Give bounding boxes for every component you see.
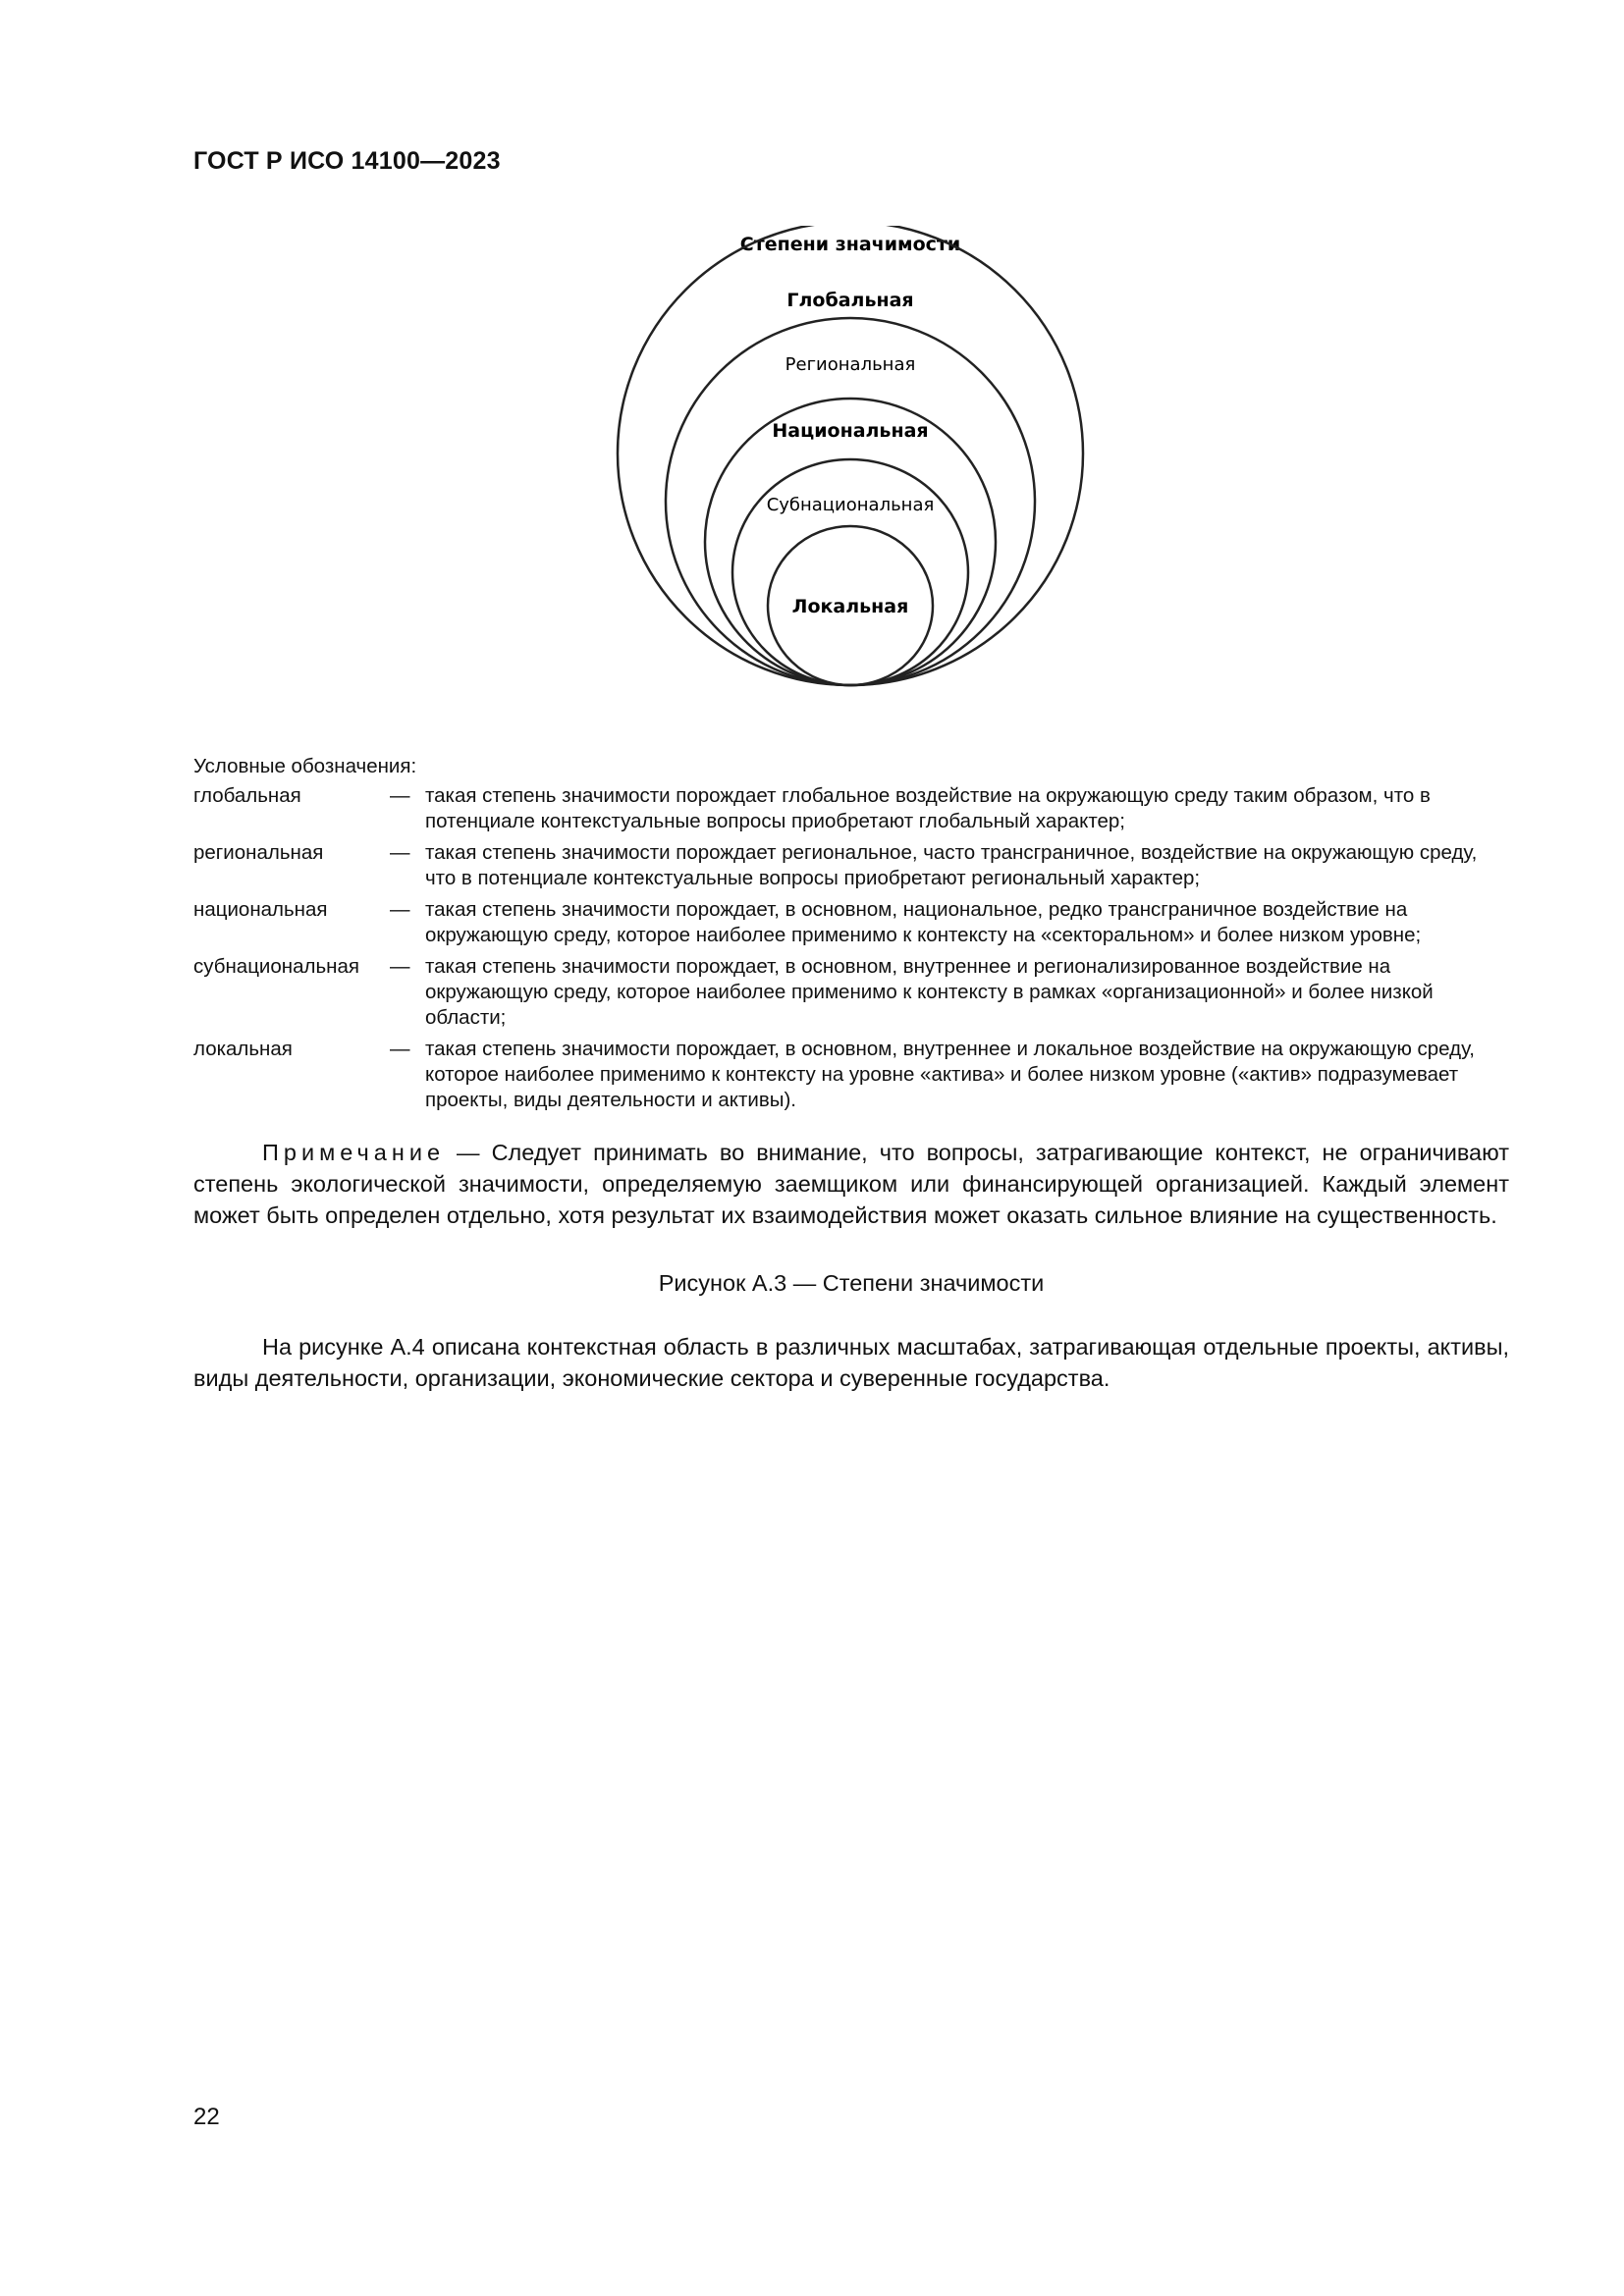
legend-dash: —	[390, 1038, 410, 1060]
legend-item	[193, 1037, 1509, 1113]
legend-term: региональная	[193, 841, 324, 864]
legend-definition: такая степень значимости порождает, в основном, внутреннее и локальное воздействие на окружающую среду, которое наиболее применимо к контексту на уровне «актива» и более низком уровне («актив» подразумевает проекты, виды деятельности и активы).	[425, 1038, 1475, 1111]
legend-term: глобальная	[193, 784, 301, 807]
diagram-title: Степени значимости	[739, 234, 961, 255]
level-label-national: Национальная	[772, 420, 929, 442]
legend-term: локальная	[193, 1038, 293, 1060]
level-label-regional: Региональная	[785, 354, 916, 375]
legend-definition: такая степень значимости порождает региональное, часто трансграничное, воздействие на окружающую среду, что в потенциале контекстуальные вопросы приобретают региональный характер;	[425, 841, 1478, 889]
legend-dash: —	[390, 784, 410, 807]
legend-term: национальная	[193, 898, 328, 921]
legend-dash: —	[390, 955, 410, 978]
figure-caption: Рисунок А.3 — Степени значимости	[658, 1270, 1045, 1296]
legend	[193, 754, 1509, 1119]
legend-definition: такая степень значимости порождает глобальное воздействие на окружающую среду таким образом, что в потенциале контекстуальные вопросы приобретают глобальный характер;	[425, 784, 1431, 832]
circle-subnational	[732, 459, 968, 685]
legend-term: субнациональная	[193, 955, 359, 978]
paragraph-text: На рисунке А.4 описана контекстная область в различных масштабах, затрагивающая отдельные проекты, активы, виды деятельности, организации, экономические сектора и суверенные государства.	[193, 1334, 1509, 1391]
note-label: Примечание	[262, 1140, 446, 1165]
legend-definition: такая степень значимости порождает, в основном, национальное, редко трансграничное воздействие на окружающую среду, которое наиболее применимо к контексту на «секторальном» и более низком уровне;	[425, 898, 1422, 946]
level-label-local: Локальная	[791, 596, 909, 617]
document-header: ГОСТ Р ИСО 14100—2023	[193, 147, 501, 175]
body-paragraph	[193, 1331, 1509, 1394]
legend-title: Условные обозначения:	[193, 755, 417, 777]
legend-item	[193, 840, 1509, 891]
legend-item	[193, 897, 1509, 948]
legend-dash: —	[390, 841, 410, 864]
level-label-global: Глобальная	[786, 290, 914, 311]
level-label-subnational: Субнациональная	[766, 495, 935, 515]
note-text: — Следует принимать во внимание, что вопросы, затрагивающие контекст, не ограничивают степень экологической значимости, определяемую заемщиком или финансирующей организацией. Каждый элемент может быть определен отдельно, хотя результат их взаимодействия может оказать сильное влияние на существенность.	[193, 1140, 1509, 1228]
legend-item	[193, 954, 1509, 1031]
nested-circles-figure	[599, 226, 1090, 707]
legend-item	[193, 783, 1509, 834]
legend-definition: такая степень значимости порождает, в основном, внутреннее и регионализированное воздействие на окружающую среду, которое наиболее применимо к контексту в рамках «организационной» и более низкой области;	[425, 955, 1434, 1029]
legend-dash: —	[390, 898, 410, 921]
significance-levels-diagram	[599, 226, 1090, 707]
figure-note	[193, 1137, 1509, 1231]
page-number: 22	[193, 2104, 220, 2130]
